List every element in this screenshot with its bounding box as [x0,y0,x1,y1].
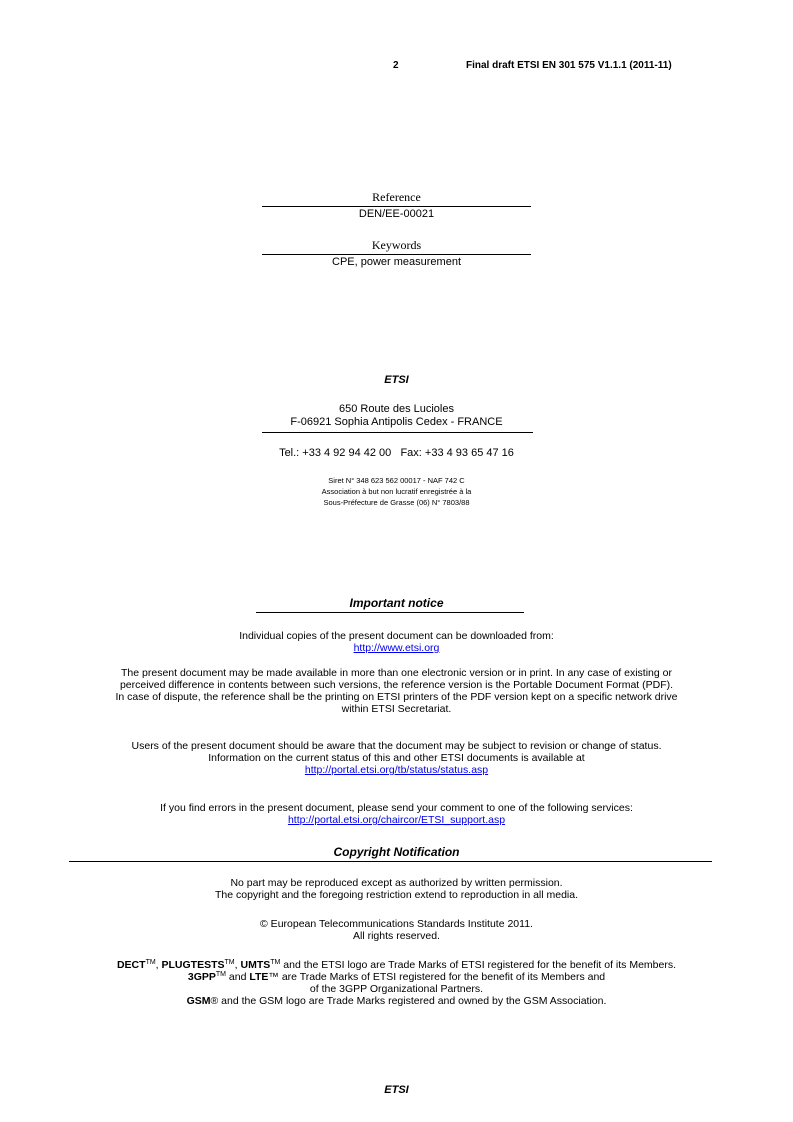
address-line-2: F-06921 Sophia Antipolis Cedex - FRANCE [290,416,503,428]
tel-fax: Tel.: +33 4 92 94 42 00 Fax: +33 4 93 65 47 16 [279,447,514,459]
document-title: Final draft ETSI EN 301 575 V1.1.1 (2011-11) [466,60,672,71]
tm-sup: TM [145,959,156,966]
umts-mark: UMTS [240,959,271,971]
keywords-divider [262,254,531,255]
versions-line-1: The present document may be made available in more than one electronic version or in print. In any case of existing or [121,667,672,679]
status-line-1: Users of the present document should be aware that the document may be subject to revision or change of status. [131,740,662,752]
status-link-row [0,764,793,776]
gsm-mark: GSM [186,995,211,1007]
tm-sup: TM [270,959,281,966]
trademark-line-3: of the 3GPP Organizational Partners. [309,983,484,995]
tm-sup: TM [224,959,235,966]
reference-divider [262,206,531,207]
versions-line-2: perceived difference in contents between such versions, the reference version is the Portable Document Format (PDF). [119,679,674,691]
support-link[interactable]: http://portal.etsi.org/chaircor/ETSI_support.asp [287,814,506,826]
versions-line-3: In case of dispute, the reference shall be the printing on ETSI printers of the PDF version kept on a specific network drive [115,691,678,703]
3gpp-mark: 3GPP [187,971,216,983]
siret-line-2: Association à but non lucratif enregistrée à la [321,487,472,496]
status-line-2: Information on the current status of this and other ETSI documents is available at [208,752,585,764]
important-notice-title: Important notice [349,596,444,610]
siret-line-3: Sous-Préfecture de Grasse (06) N° 7803/88 [323,498,470,507]
reference-label: Reference [372,190,421,204]
trademark-line-1: DECT™, PLUGTESTS™, UMTS™ and the ETSI logo are Trade Marks of ETSI registered for the benefit of its Members. [116,959,677,971]
trademark-line-2-rest: ™ are Trade Marks of ETSI registered for the benefit of its Members and [268,971,606,983]
status-link[interactable]: http://portal.etsi.org/tb/status/status.asp [304,764,489,776]
copyright-line-4: All rights reserved. [353,930,440,942]
address-line-1: 650 Route des Lucioles [339,403,454,415]
address-divider [262,432,533,433]
download-text: Individual copies of the present document can be downloaded from: [239,630,554,642]
download-link-row [0,642,793,654]
and-text: and [225,971,250,983]
organization-name: ETSI [384,374,409,386]
etsi-website-link[interactable]: http://www.etsi.org [353,642,440,654]
copyright-divider [69,861,712,862]
copyright-title: Copyright Notification [333,845,460,859]
errors-line: If you find errors in the present document, please send your comment to one of the following services: [160,802,633,814]
errors-link-row [0,814,793,826]
siret-line-1: Siret N° 348 623 562 00017 - NAF 742 C [328,476,465,485]
trademark-line-1-rest: and the ETSI logo are Trade Marks of ETSI registered for the benefit of its Members. [280,959,677,971]
copyright-line-3: © European Telecommunications Standards Institute 2011. [260,918,533,930]
copyright-line-1: No part may be reproduced except as authorized by written permission. [230,877,563,889]
important-notice-divider [256,612,524,613]
reference-value: DEN/EE-00021 [358,208,435,220]
trademark-line-4 [0,995,793,1007]
trademark-line-2 [0,971,793,983]
dect-mark: DECT [116,959,146,971]
plugtests-mark: PLUGTESTS [161,959,225,971]
lte-mark: LTE [249,971,269,983]
footer-etsi: ETSI [384,1084,409,1096]
tm-sup: TM [215,971,226,978]
keywords-value: CPE, power measurement [332,256,461,268]
keywords-label: Keywords [371,238,422,252]
page-number: 2 [393,60,399,71]
trademark-line-4-rest: ® and the GSM logo are Trade Marks registered and owned by the GSM Association. [210,995,607,1007]
copyright-line-2: The copyright and the foregoing restriction extend to reproduction in all media. [214,889,579,901]
versions-line-4: within ETSI Secretariat. [341,703,452,715]
